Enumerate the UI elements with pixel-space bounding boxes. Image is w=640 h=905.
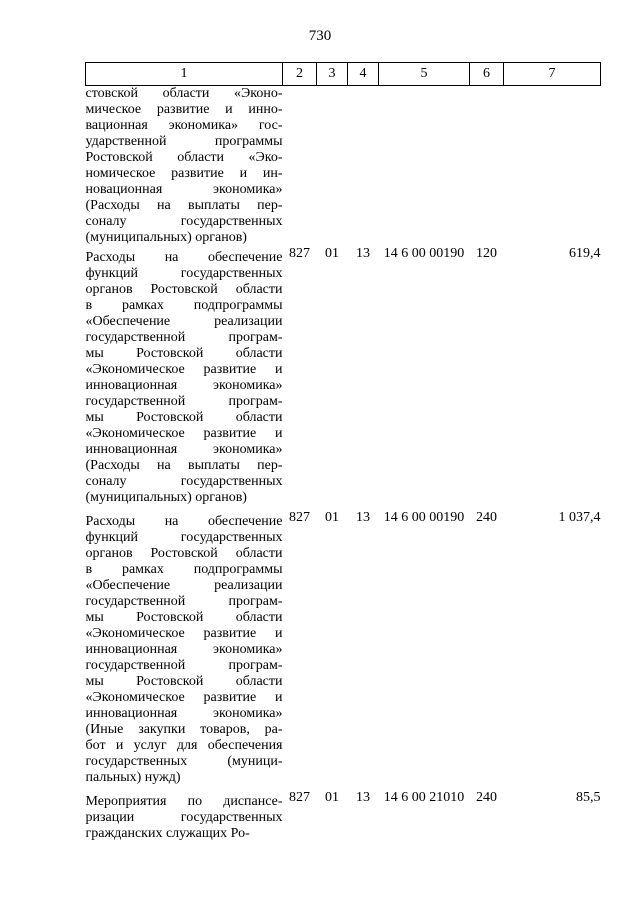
section-code: 01 [325,510,339,525]
subsection-code: 13 [356,510,370,525]
subsection-code: 13 [356,246,370,261]
column-header-3: 3 [317,63,348,86]
table-row [86,790,601,846]
row-description [86,510,283,790]
description-line: в рамках подпрограммы [85,562,283,577]
column-header-2: 2 [283,63,317,86]
description-line: органов Ростовской области [85,282,283,297]
description-line: «Обеспечение реализации [85,314,283,329]
section-code: 01 [325,790,339,805]
description-line: мы Ростовской области [85,410,283,425]
description-line: государственной програм- [85,394,283,409]
description-line: Мероприятия по диспансе- [85,794,283,809]
column-header-6: 6 [470,63,504,86]
table-row [86,246,601,510]
description-line: (Иные закупки товаров, ра- [85,722,283,737]
description-line: инновационная экономика» [85,642,283,657]
column-header-1: 1 [86,63,283,86]
target-article-code: 14 6 00 21010 [383,790,465,805]
description-line: «Обеспечение реализации [85,578,283,593]
subsection-code [348,86,379,247]
ministry-code: 827 [289,246,310,261]
description-line: пальных) нужд) [85,770,181,785]
description-line: соналу государственных [85,214,283,229]
expense-type-code: 240 [476,790,497,805]
row-description [86,86,283,247]
column-number-header-row [86,63,601,86]
description-line: государственной програм- [85,658,283,673]
description-line: номическое развитие и ин- [85,166,283,181]
description-line: стовской области «Эконо- [85,86,283,101]
target-article-code: 14 6 00 00190 [383,510,465,525]
expense-type-code: 240 [476,510,497,525]
description-line: гражданских служащих Ро- [85,826,250,841]
description-line: функций государственных [85,530,283,545]
budget-table [85,62,601,846]
description-line: «Экономическое развитие и [85,426,283,441]
row-description [86,246,283,510]
description-line: функций государственных [85,266,283,281]
description-line: ризации государственных [85,810,283,825]
amount-value [504,86,601,247]
ministry-code: 827 [289,790,310,805]
description-line: новационная экономика» [85,182,283,197]
target-article-code [379,86,470,247]
section-code [317,86,348,247]
table-body [86,86,601,847]
column-header-7: 7 [504,63,601,86]
expense-type-code: 120 [476,246,497,261]
description-line: бот и услуг для обеспечения [85,738,283,753]
description-line: мы Ростовской области [85,674,283,689]
description-line: (Расходы на выплаты пер- [85,198,283,213]
description-line: государственной програм- [85,594,283,609]
description-line: (Расходы на выплаты пер- [85,458,283,473]
description-line: «Экономическое развитие и [85,626,283,641]
description-line: в рамках подпрограммы [85,298,283,313]
amount-value: 1 037,4 [558,510,601,525]
description-line: Ростовской области «Эко- [85,150,283,165]
description-line: (муниципальных) органов) [85,490,247,505]
ministry-code [283,86,317,247]
description-line: государственной програм- [85,330,283,345]
column-header-5: 5 [379,63,470,86]
description-line: «Экономическое развитие и [85,690,283,705]
description-line: Расходы на обеспечение [85,514,283,529]
description-line: инновационная экономика» [85,378,283,393]
description-line: инновационная экономика» [85,442,283,457]
description-line: (муниципальных) органов) [85,230,247,245]
description-line: инновационная экономика» [85,706,283,721]
column-header-4: 4 [348,63,379,86]
description-line: мы Ростовской области [85,610,283,625]
page-number: 730 [308,28,332,44]
description-line: соналу государственных [85,474,283,489]
description-line: «Экономическое развитие и [85,362,283,377]
description-line: государственных (муници- [85,754,283,769]
description-line: Расходы на обеспечение [85,250,283,265]
table-row [86,510,601,790]
ministry-code: 827 [289,510,310,525]
section-code: 01 [325,246,339,261]
table-row [86,86,601,247]
target-article-code: 14 6 00 00190 [383,246,465,261]
description-line: вационная экономика» гос- [85,118,283,133]
description-line: органов Ростовской области [85,546,283,561]
description-line: ударственной программы [85,134,283,149]
amount-value: 85,5 [576,790,601,805]
description-line: мическое развитие и инно- [85,102,283,117]
description-line: мы Ростовской области [85,346,283,361]
row-description [86,790,283,846]
expense-type-code [470,86,504,247]
subsection-code: 13 [356,790,370,805]
amount-value: 619,4 [569,246,601,261]
